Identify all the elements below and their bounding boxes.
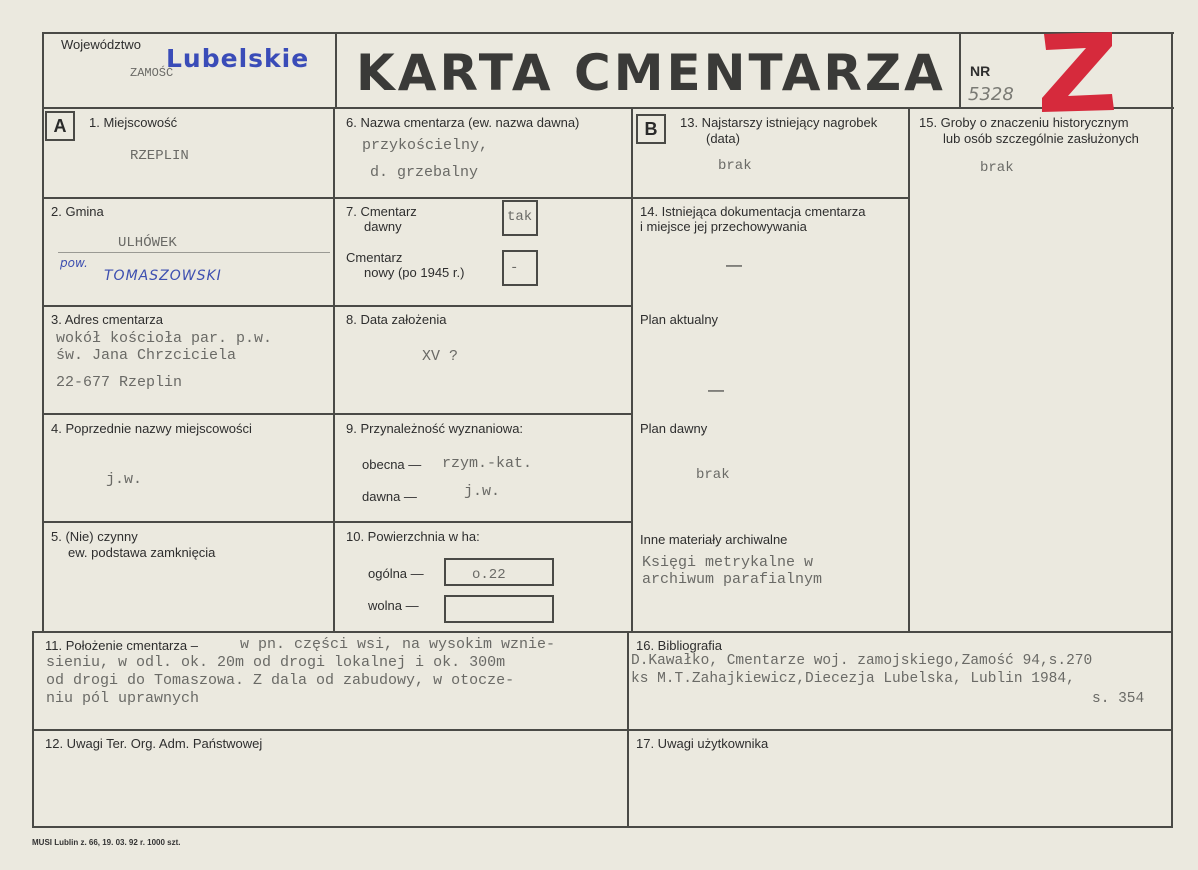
nr-label: NR <box>970 63 991 79</box>
f6-label: 6. Nazwa cmentarza (ew. nazwa dawna) <box>346 115 580 130</box>
archive-line1: Księgi metrykalne w <box>642 554 814 571</box>
row-m1 <box>334 197 632 199</box>
f10-total-value: o.22 <box>472 567 506 583</box>
f8-label: 8. Data założenia <box>346 312 447 327</box>
f10-free-label: wolna — <box>368 598 419 613</box>
f1-value: RZEPLIN <box>130 148 189 164</box>
frame-top <box>42 32 1174 34</box>
archive-line2: archiwum parafialnym <box>642 571 823 588</box>
f3-line3: 22-677 Rzeplin <box>56 374 183 391</box>
f14-value: — <box>726 257 742 274</box>
print-footer: MUSI Lublin z. 66, 19. 03. 92 r. 1000 szt. <box>32 838 181 847</box>
plan-current-label: Plan aktualny <box>640 312 719 327</box>
wojewodztwo-label: Województwo <box>61 37 141 52</box>
f15-label1: 15. Groby o znaczeniu historycznym <box>919 115 1129 130</box>
f16-line2: ks M.T.Zahajkiewicz,Diecezja Lubelska, Lublin 1984, <box>631 671 1075 687</box>
plan-old-value: brak <box>696 467 730 483</box>
f6-line2: d. grzebalny <box>370 164 479 181</box>
old-region: ZAMOŚĆ <box>130 66 174 80</box>
col-line-3 <box>908 107 910 631</box>
f7-new-value: - <box>510 260 519 276</box>
row-m2 <box>334 305 632 307</box>
frame-right <box>1171 32 1173 828</box>
f14-label2: i miejsce jej przechowywania <box>640 219 807 234</box>
f4-label: 4. Poprzednie nazwy miejscowości <box>51 421 252 436</box>
f3-line2: św. Jana Chrzciciela <box>56 347 237 364</box>
nr-value: 5328 <box>968 84 1014 105</box>
f9-current-label: obecna — <box>362 457 422 472</box>
f7-label3: Cmentarz <box>346 250 403 265</box>
pow-prefix: pow. <box>60 256 88 270</box>
f11-line1: w pn. części wsi, na wysokim wznie- <box>240 636 556 653</box>
pow-value: TOMASZOWSKI <box>104 268 222 284</box>
z-stamp-icon <box>1038 26 1118 116</box>
f5-label: 5. (Nie) czynny <box>51 529 138 544</box>
f16-line3: s. 354 <box>1092 691 1145 707</box>
f12-label: 12. Uwagi Ter. Org. Adm. Państwowej <box>45 736 263 751</box>
header-bottom-line <box>42 107 1174 109</box>
f11-label: 11. Położenie cmentarza – <box>45 638 198 653</box>
f2-underline <box>58 252 330 253</box>
section-b-badge: B <box>636 114 666 144</box>
row-a4 <box>42 521 334 523</box>
f11-line2: sieniu, w odl. ok. 20m od drogi lokalnej i ok. 300m <box>46 654 506 671</box>
f9-former-label: dawna — <box>362 489 417 504</box>
f10-total-label: ogólna — <box>368 566 424 581</box>
f2-label: 2. Gmina <box>51 204 104 219</box>
col-line-bottom <box>627 632 629 828</box>
section-a-badge: A <box>45 111 75 141</box>
f9-label: 9. Przynależność wyznaniowa: <box>346 421 524 436</box>
col-line-2 <box>631 107 633 631</box>
f3-label: 3. Adres cmentarza <box>51 312 163 327</box>
header-divider-1 <box>335 32 337 109</box>
row-m4 <box>334 521 632 523</box>
f7-label4: nowy (po 1945 r.) <box>364 265 465 280</box>
frame-bottom <box>32 826 1172 828</box>
f13-label2: (data) <box>706 131 740 146</box>
frame-left-upper <box>42 32 44 632</box>
wojewodztwo-value: Lubelskie <box>166 44 310 73</box>
archive-label: Inne materiały archiwalne <box>640 532 788 547</box>
f3-line1: wokół kościoła par. p.w. <box>56 330 273 347</box>
row-line-11 <box>32 631 1172 633</box>
row-line-12 <box>32 729 1172 731</box>
f17-label: 17. Uwagi użytkownika <box>636 736 769 751</box>
f11-line3: od drogi do Tomaszowa. Z dala od zabudowy, w otocze- <box>46 672 515 689</box>
f16-line1: D.Kawałko, Cmentarze woj. zamojskiego,Zamość 94,s.270 <box>631 653 1093 669</box>
row-a3 <box>42 413 334 415</box>
f1-label: 1. Miejscowość <box>89 115 178 130</box>
f5-sublabel: ew. podstawa zamknięcia <box>68 545 216 560</box>
plan-old-label: Plan dawny <box>640 421 708 436</box>
f7-new-box[interactable] <box>502 250 538 286</box>
f16-label: 16. Bibliografia <box>636 638 722 653</box>
f13-value: brak <box>718 158 752 174</box>
row-a1 <box>42 197 334 199</box>
row-m3 <box>334 413 632 415</box>
f11-line4: niu pól uprawnych <box>46 690 200 707</box>
f10-label: 10. Powierzchnia w ha: <box>346 529 480 544</box>
plan-current-value: — <box>708 382 724 399</box>
f15-value: brak <box>980 160 1014 176</box>
f15-label2: lub osób szczególnie zasłużonych <box>943 131 1139 146</box>
header-divider-2 <box>959 32 961 109</box>
f2-value: ULHÓWEK <box>118 235 177 251</box>
f7-label1: 7. Cmentarz <box>346 204 417 219</box>
row-b1 <box>632 197 909 199</box>
col-line-1 <box>333 107 335 631</box>
f7-label2: dawny <box>364 219 402 234</box>
card-title: KARTA CMENTARZA <box>356 44 946 102</box>
f13-label1: 13. Najstarszy istniejący nagrobek <box>680 115 878 130</box>
f8-value: XV ? <box>422 348 459 365</box>
f4-value: j.w. <box>106 471 143 488</box>
f10-free-box[interactable] <box>444 595 554 623</box>
f9-former-value: j.w. <box>464 483 501 500</box>
f14-label1: 14. Istniejąca dokumentacja cmentarza <box>640 204 866 219</box>
f9-current-value: rzym.-kat. <box>442 455 533 472</box>
row-a2 <box>42 305 334 307</box>
f6-line1: przykościelny, <box>362 137 489 154</box>
f7-old-value: tak <box>507 209 533 225</box>
